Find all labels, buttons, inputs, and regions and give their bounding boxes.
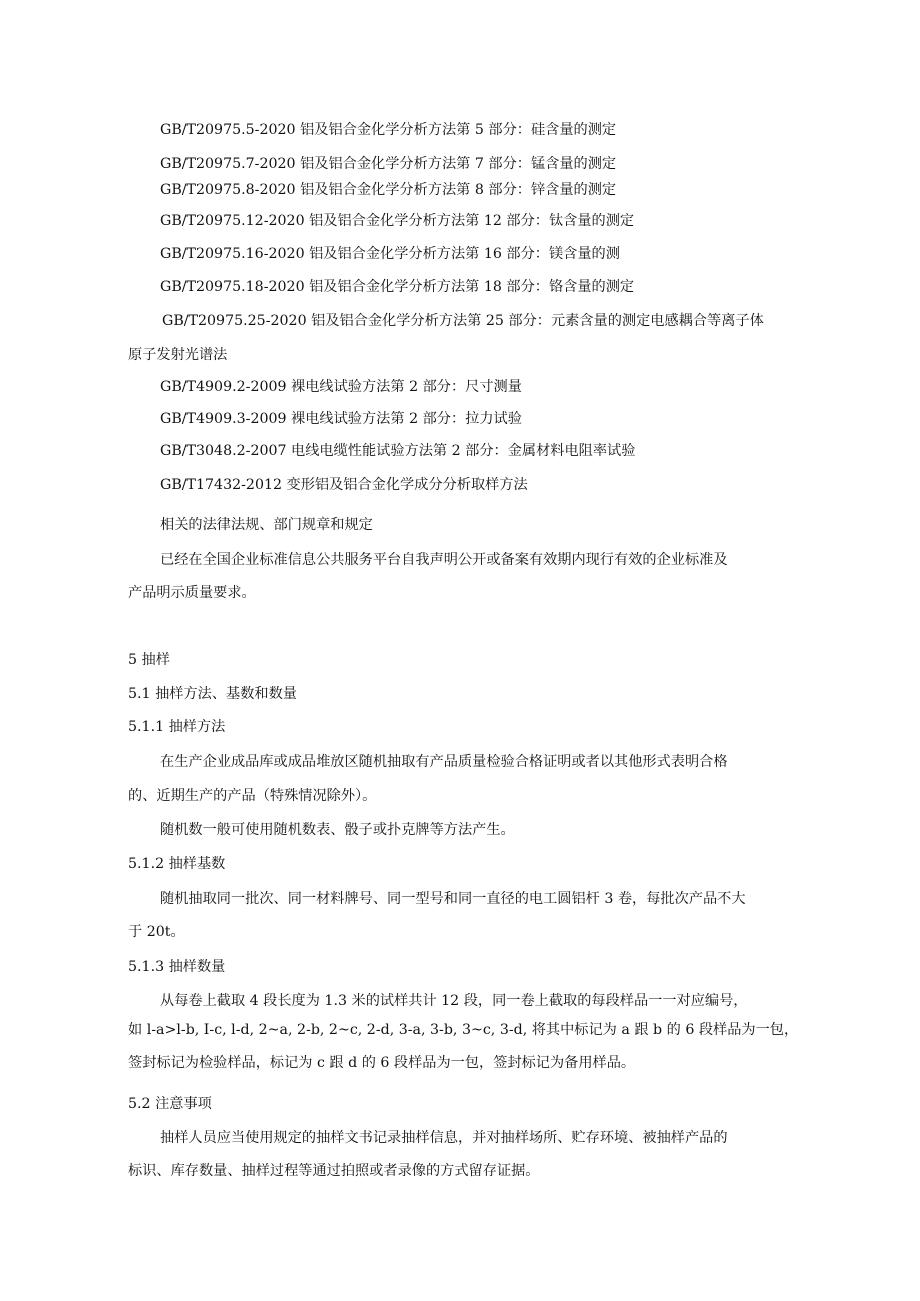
base-paragraph-line: 随机抽取同一批次、同一材料牌号、同一型号和同一直径的电工圆铝杆 3 卷，每批次产品不大 — [160, 891, 746, 907]
reference-line: GB/T20975.7-2020 铝及铝合金化学分析方法第 7 部分：锰含量的测定 — [160, 156, 617, 172]
reference-line: GB/T20975.12-2020 铝及铝合金化学分析方法第 12 部分：钛含量的测定 — [160, 213, 635, 229]
enterprise-paragraph-line: 产品明示质量要求。 — [128, 585, 256, 601]
section-heading: 5.1.1 抽样方法 — [128, 719, 226, 735]
section-heading: 5 抽样 — [128, 652, 170, 668]
section-heading: 5.2 注意事项 — [128, 1096, 212, 1112]
notes-paragraph-line: 抽样人员应当使用规定的抽样文书记录抽样信息，并对抽样场所、贮存环境、被抽样产品的 — [160, 1130, 728, 1146]
enterprise-paragraph-line: 已经在全国企业标准信息公共服务平台自我声明公开或备案有效期内现行有效的企业标准及 — [160, 552, 728, 568]
notes-paragraph-line: 标识、库存数量、抽样过程等通过拍照或者录像的方式留存证据。 — [128, 1163, 540, 1179]
reference-line: GB/T20975.16-2020 铝及铝合金化学分析方法第 16 部分：镁含量的测 — [160, 246, 620, 262]
random-paragraph-line: 随机数一般可使用随机数表、骰子或扑克牌等方法产生。 — [160, 822, 515, 838]
reference-line: GB/T20975.25-2020 铝及铝合金化学分析方法第 25 部分：元素含量的测定电感耦合等离子体 — [162, 313, 764, 329]
section-heading: 5.1 抽样方法、基数和数量 — [128, 686, 297, 702]
quantity-paragraph-line: 签封标记为检验样品，标记为 c 跟 d 的 6 段样品为一包，签封标记为备用样品。 — [128, 1055, 636, 1071]
base-paragraph-line: 于 20t。 — [128, 924, 185, 940]
reference-line: GB/T20975.18-2020 铝及铝合金化学分析方法第 18 部分：铬含量的测定 — [160, 279, 635, 295]
reference-line: GB/T3048.2-2007 电线电缆性能试验方法第 2 部分：金属材料电阻率试验 — [160, 443, 636, 459]
reference-line: GB/T20975.5-2020 铝及铝合金化学分析方法第 5 部分：硅含量的测定 — [160, 122, 617, 138]
method-paragraph-line: 在生产企业成品库或成品堆放区随机抽取有产品质量检验合格证明或者以其他形式表明合格 — [160, 754, 728, 770]
quantity-paragraph-line: 如 l-a>l-b, I-c, l-d, 2~a, 2-b, 2~c, 2-d, 3-a, 3-b, 3~c, 3-d, 将其中标记为 a 跟 b 的 6 段样品为一包， — [128, 1022, 799, 1038]
reference-line: GB/T4909.3-2009 裸电线试验方法第 2 部分：拉力试验 — [160, 411, 522, 427]
section-heading: 5.1.2 抽样基数 — [128, 856, 226, 872]
reference-line: GB/T20975.8-2020 铝及铝合金化学分析方法第 8 部分：锌含量的测定 — [160, 182, 617, 198]
laws-line: 相关的法律法规、部门规章和规定 — [160, 517, 373, 533]
reference-line-continued: 原子发射光谱法 — [128, 347, 228, 363]
quantity-paragraph-line: 从每卷上截取 4 段长度为 1.3 米的试样共计 12 段，同一卷上截取的每段样品一一对应编号， — [160, 993, 748, 1009]
reference-line: GB/T17432-2012 变形铝及铝合金化学成分分析取样方法 — [160, 477, 528, 493]
method-paragraph-line: 的、近期生产的产品（特殊情况除外）。 — [128, 788, 377, 804]
section-heading: 5.1.3 抽样数量 — [128, 959, 226, 975]
reference-line: GB/T4909.2-2009 裸电线试验方法第 2 部分：尺寸测量 — [160, 379, 522, 395]
